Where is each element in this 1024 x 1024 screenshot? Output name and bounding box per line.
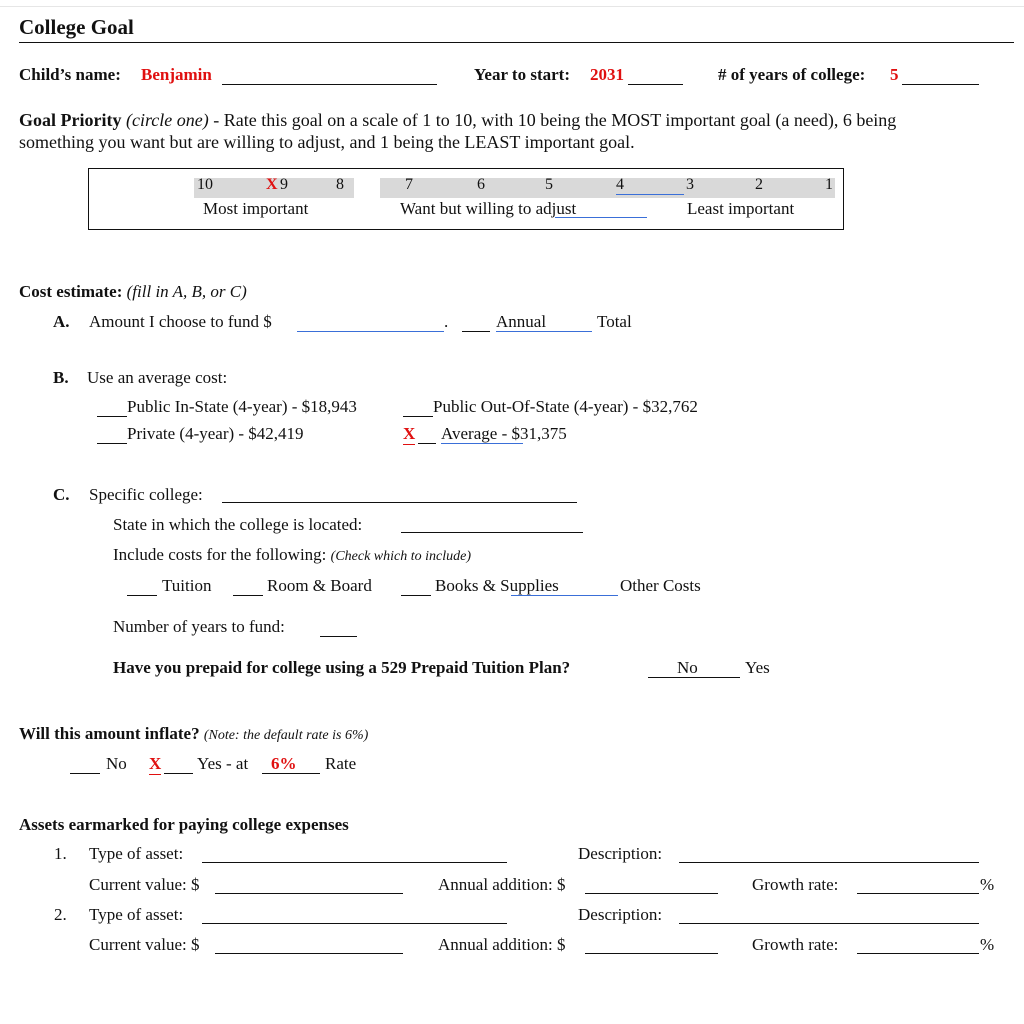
priority-label: Goal Priority bbox=[19, 110, 122, 130]
prepaid-question: Have you prepaid for college using a 529 Prepaid Tuition Plan? bbox=[113, 658, 571, 677]
year-start-label: Year to start: bbox=[474, 65, 570, 84]
inflate-heading bbox=[19, 724, 368, 744]
asset-1-desc-label: Description: bbox=[578, 844, 663, 863]
scale-8[interactable]: 8 bbox=[336, 176, 344, 193]
cost-a-text: Amount I choose to fund $ bbox=[89, 312, 272, 331]
cost-a-total-check[interactable] bbox=[496, 331, 592, 332]
scale-2[interactable]: 2 bbox=[755, 176, 763, 193]
years-to-fund-label: Number of years to fund: bbox=[113, 617, 285, 636]
inflate-no-check[interactable] bbox=[70, 773, 100, 774]
room-board-check[interactable] bbox=[233, 595, 263, 596]
asset-2-desc-field[interactable] bbox=[679, 923, 979, 924]
cost-b-opt1[interactable]: Public In-State (4-year) - $18,943 bbox=[127, 397, 357, 416]
cost-c-specific: Specific college: bbox=[89, 485, 203, 504]
cost-c-state: State in which the college is located: bbox=[113, 515, 363, 534]
asset-1-desc-field[interactable] bbox=[679, 862, 979, 863]
priority-text-1: - Rate this goal on a scale of 1 to 10, with 10 being the MOST important goal (a need), 6 being bbox=[208, 110, 897, 130]
college-state-field[interactable] bbox=[401, 532, 583, 533]
asset-2-current-label: Current value: $ bbox=[89, 935, 200, 954]
asset-1-growth-label: Growth rate: bbox=[752, 875, 839, 894]
child-name-value[interactable]: Benjamin bbox=[141, 65, 212, 84]
title-rule bbox=[19, 42, 1014, 43]
cost-b-opt4-check[interactable] bbox=[418, 443, 436, 444]
child-name-label: Child’s name: bbox=[19, 65, 121, 84]
cost-b-opt2[interactable]: Public Out-Of-State (4-year) - $32,762 bbox=[433, 397, 698, 416]
prepaid-yes[interactable]: Yes bbox=[745, 658, 770, 677]
inflate-rate-value[interactable]: 6% bbox=[271, 754, 297, 773]
scale-9[interactable]: 9 bbox=[280, 176, 288, 193]
other-costs-check[interactable] bbox=[511, 595, 618, 596]
asset-2-type-field[interactable] bbox=[202, 923, 507, 924]
priority-line-1 bbox=[19, 110, 896, 131]
prepaid-no[interactable]: No bbox=[677, 658, 698, 677]
scale-selected-mark: X bbox=[266, 176, 278, 193]
cost-a-total[interactable]: Total bbox=[597, 312, 632, 331]
cost-a-amount-field[interactable] bbox=[297, 331, 444, 332]
years-college-value[interactable]: 5 bbox=[890, 65, 899, 84]
cost-b-letter: B. bbox=[53, 368, 69, 387]
cost-b-opt2-check[interactable] bbox=[403, 416, 433, 417]
scale-3[interactable]: 3 bbox=[686, 176, 694, 193]
item-books[interactable]: Books & Supplies bbox=[435, 576, 559, 595]
scale-6[interactable]: 6 bbox=[477, 176, 485, 193]
item-room-board[interactable]: Room & Board bbox=[267, 576, 372, 595]
cost-heading bbox=[19, 282, 247, 302]
scale-5[interactable]: 5 bbox=[545, 176, 553, 193]
tuition-check[interactable] bbox=[127, 595, 157, 596]
asset-2-annual-label: Annual addition: $ bbox=[438, 935, 566, 954]
inflate-yes-check[interactable] bbox=[164, 773, 193, 774]
cost-b-opt1-check[interactable] bbox=[97, 416, 127, 417]
include-line bbox=[113, 545, 471, 565]
cost-a-dot: . bbox=[444, 312, 449, 331]
cost-c-include: Include costs for the following: bbox=[113, 545, 327, 564]
cost-b-selected-mark[interactable]: X bbox=[403, 424, 416, 443]
cost-a-annual-check[interactable] bbox=[462, 331, 490, 332]
cost-b-text: Use an average cost: bbox=[87, 368, 228, 387]
asset-1-pct: % bbox=[980, 875, 995, 894]
cost-a-annual[interactable]: Annual bbox=[496, 312, 547, 331]
label-most-important: Most important bbox=[203, 199, 309, 218]
item-tuition[interactable]: Tuition bbox=[162, 576, 212, 595]
asset-2-current-field[interactable] bbox=[215, 953, 403, 954]
child-name-field[interactable] bbox=[222, 84, 437, 85]
inflate-label: Will this amount inflate? bbox=[19, 724, 200, 743]
inflate-no[interactable]: No bbox=[106, 754, 127, 773]
specific-college-field[interactable] bbox=[222, 502, 577, 503]
scale-highlight-mid-low bbox=[380, 178, 835, 198]
cost-c-include-note: (Check which to include) bbox=[330, 549, 471, 564]
asset-1-annual-field[interactable] bbox=[585, 893, 718, 894]
cost-c-letter: C. bbox=[53, 485, 70, 504]
years-to-fund-field[interactable] bbox=[320, 636, 357, 637]
asset-2-desc-label: Description: bbox=[578, 905, 663, 924]
top-border bbox=[0, 6, 1024, 7]
years-college-field[interactable] bbox=[902, 84, 979, 85]
asset-1-current-label: Current value: $ bbox=[89, 875, 200, 894]
label-least-important: Least important bbox=[687, 199, 795, 218]
priority-text-2: something you want but are willing to adjust, and 1 being the LEAST important goal. bbox=[19, 132, 635, 152]
asset-2-growth-label: Growth rate: bbox=[752, 935, 839, 954]
cost-b-opt3[interactable]: Private (4-year) - $42,419 bbox=[127, 424, 304, 443]
priority-note: (circle one) bbox=[125, 110, 209, 130]
scale-10[interactable]: 10 bbox=[197, 176, 213, 193]
scale-4[interactable]: 4 bbox=[616, 176, 684, 195]
average-underline bbox=[441, 443, 523, 444]
inflate-rate: Rate bbox=[325, 754, 357, 773]
asset-2-num: 2. bbox=[54, 905, 67, 924]
cost-label: Cost estimate: bbox=[19, 282, 123, 301]
cost-b-opt3-check[interactable] bbox=[97, 443, 127, 444]
asset-1-type-label: Type of asset: bbox=[89, 844, 184, 863]
adjust-underline bbox=[555, 217, 647, 218]
cost-b-opt4[interactable]: Average - $31,375 bbox=[441, 424, 567, 443]
cost-a-letter: A. bbox=[53, 312, 70, 331]
cost-note: (fill in A, B, or C) bbox=[126, 282, 247, 301]
year-start-field[interactable] bbox=[628, 84, 683, 85]
asset-2-growth-field[interactable] bbox=[857, 953, 979, 954]
years-college-label: # of years of college: bbox=[718, 65, 866, 84]
asset-2-annual-field[interactable] bbox=[585, 953, 718, 954]
label-want-adjust: Want but willing to adjust bbox=[400, 199, 577, 218]
item-other-costs[interactable]: Other Costs bbox=[620, 576, 701, 595]
year-start-value[interactable]: 2031 bbox=[590, 65, 624, 84]
assets-heading: Assets earmarked for paying college expenses bbox=[19, 815, 349, 834]
books-check[interactable] bbox=[401, 595, 431, 596]
asset-1-growth-field[interactable] bbox=[857, 893, 979, 894]
asset-1-type-field[interactable] bbox=[202, 862, 507, 863]
asset-2-type-label: Type of asset: bbox=[89, 905, 184, 924]
scale-7[interactable]: 7 bbox=[405, 176, 413, 193]
asset-2-pct: % bbox=[980, 935, 995, 954]
page-title: College Goal bbox=[19, 15, 134, 39]
asset-1-current-field[interactable] bbox=[215, 893, 403, 894]
inflate-yes: Yes - at bbox=[197, 754, 249, 773]
scale-1[interactable]: 1 bbox=[825, 176, 833, 193]
asset-1-num: 1. bbox=[54, 844, 67, 863]
asset-1-annual-label: Annual addition: $ bbox=[438, 875, 566, 894]
inflate-note: (Note: the default rate is 6%) bbox=[203, 728, 369, 743]
inflate-yes-mark[interactable]: X bbox=[149, 754, 162, 773]
